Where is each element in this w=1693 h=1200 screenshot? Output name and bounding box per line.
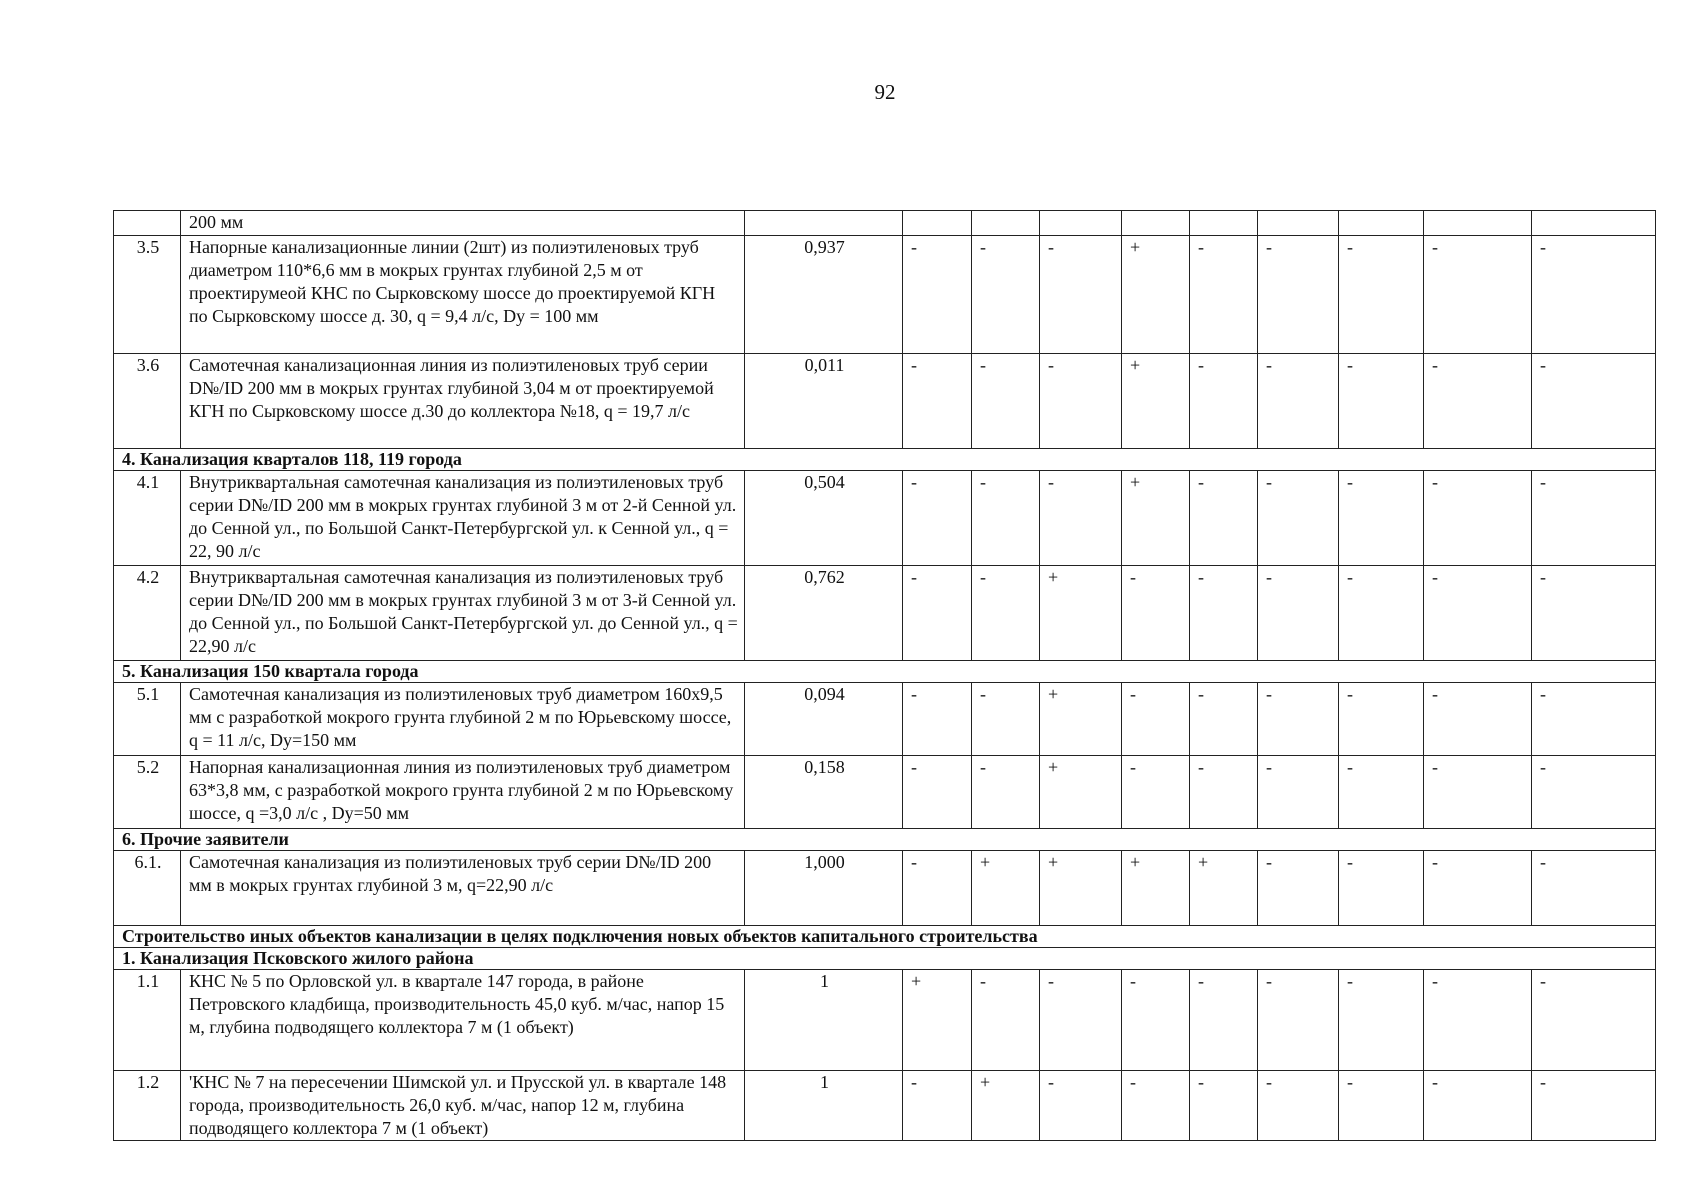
table-row xyxy=(114,970,1656,1071)
year-mark: + xyxy=(1040,756,1122,829)
year-mark: - xyxy=(972,471,1040,566)
year-mark: - xyxy=(1258,471,1339,566)
year-mark: - xyxy=(972,566,1040,661)
year-mark: + xyxy=(903,970,972,1071)
year-mark: - xyxy=(1424,236,1532,354)
row-number: 1.2 xyxy=(114,1071,181,1141)
year-mark: - xyxy=(1190,756,1258,829)
year-mark: + xyxy=(1122,236,1190,354)
row-number: 4.1 xyxy=(114,471,181,566)
year-mark: - xyxy=(1532,683,1656,756)
table-row xyxy=(114,566,1656,661)
table-row xyxy=(114,683,1656,756)
year-mark: - xyxy=(1040,354,1122,449)
year-mark: - xyxy=(1532,851,1656,926)
year-mark: + xyxy=(1190,851,1258,926)
year-mark: - xyxy=(903,471,972,566)
year-mark: - xyxy=(972,236,1040,354)
year-mark: - xyxy=(1339,1071,1424,1141)
year-mark: - xyxy=(903,756,972,829)
year-mark: + xyxy=(972,1071,1040,1141)
year-mark: - xyxy=(1122,566,1190,661)
row-description: 'КНС № 7 на пересечении Шимской ул. и Прусской ул. в квартале 148 города, производительность 26,0 куб. м/час, напор 12 м, глубина подводящего коллектора 7 м (1 объект) xyxy=(181,1071,745,1141)
section-row xyxy=(114,661,1656,683)
row-length: 0,504 xyxy=(745,471,903,566)
year-mark: - xyxy=(1339,970,1424,1071)
year-mark: - xyxy=(1339,471,1424,566)
row-description: КНС № 5 по Орловской ул. в квартале 147 города, в районе Петровского кладбища, производительность 45,0 куб. м/час, напор 15 м, глубина подводящего коллектора 7 м (1 объект) xyxy=(181,970,745,1071)
year-mark: - xyxy=(1258,1071,1339,1141)
year-mark: - xyxy=(1258,756,1339,829)
year-mark: + xyxy=(972,851,1040,926)
year-mark: - xyxy=(1424,683,1532,756)
year-mark: - xyxy=(1339,851,1424,926)
year-mark xyxy=(903,211,972,236)
year-mark: - xyxy=(972,354,1040,449)
row-description: Внутриквартальная самотечная канализация из полиэтиленовых труб серии D№/ID 200 мм в мокрых грунтах глубиной 3 м от 2-й Сенной ул. до Сенной ул., по Большой Санкт-Петербургской ул. к Сенной ул., q = 22, 90 л/с xyxy=(181,471,745,566)
row-description: Самотечная канализация из полиэтиленовых труб серии D№/ID 200 мм в мокрых грунтах глубиной 3 м, q=22,90 л/с xyxy=(181,851,745,926)
table-row xyxy=(114,471,1656,566)
year-mark: - xyxy=(903,1071,972,1141)
year-mark: - xyxy=(1258,236,1339,354)
row-length: 1 xyxy=(745,1071,903,1141)
row-length: 0,011 xyxy=(745,354,903,449)
year-mark: - xyxy=(1532,236,1656,354)
row-length: 0,158 xyxy=(745,756,903,829)
row-description: Напорная канализационная линия из полиэтиленовых труб диаметром 63*3,8 мм, с разработкой мокрого грунта глубиной 2 м по Юрьевскому шоссе, q =3,0 л/с , Dy=50 мм xyxy=(181,756,745,829)
year-mark: - xyxy=(1258,566,1339,661)
year-mark: - xyxy=(1040,471,1122,566)
year-mark: - xyxy=(1424,970,1532,1071)
year-mark: - xyxy=(1532,354,1656,449)
year-mark: - xyxy=(1424,354,1532,449)
year-mark: - xyxy=(1190,471,1258,566)
year-mark: - xyxy=(1258,970,1339,1071)
section-heading: 6. Прочие заявители xyxy=(114,829,1656,851)
row-number: 5.1 xyxy=(114,683,181,756)
section-row xyxy=(114,829,1656,851)
section-heading: Строительство иных объектов канализации в целях подключения новых объектов капитального строительства xyxy=(114,926,1656,948)
year-mark: + xyxy=(1040,566,1122,661)
year-mark: - xyxy=(903,566,972,661)
year-mark xyxy=(1190,211,1258,236)
year-mark: - xyxy=(1424,566,1532,661)
year-mark xyxy=(1424,211,1532,236)
year-mark xyxy=(1339,211,1424,236)
year-mark: + xyxy=(1040,851,1122,926)
section-row xyxy=(114,948,1656,970)
row-length: 0,762 xyxy=(745,566,903,661)
year-mark: - xyxy=(1532,1071,1656,1141)
year-mark: + xyxy=(1122,354,1190,449)
year-mark: - xyxy=(1190,566,1258,661)
year-mark: - xyxy=(1122,970,1190,1071)
row-length: 0,937 xyxy=(745,236,903,354)
year-mark: - xyxy=(1424,851,1532,926)
page-number: 92 xyxy=(874,80,896,104)
year-mark: - xyxy=(1190,970,1258,1071)
year-mark: - xyxy=(1040,236,1122,354)
year-mark: - xyxy=(972,756,1040,829)
year-mark xyxy=(1040,211,1122,236)
year-mark: + xyxy=(1040,683,1122,756)
row-number: 1.1 xyxy=(114,970,181,1071)
year-mark: - xyxy=(1190,683,1258,756)
row-number: 3.5 xyxy=(114,236,181,354)
year-mark: - xyxy=(1532,970,1656,1071)
section-heading: 4. Канализация кварталов 118, 119 города xyxy=(114,449,1656,471)
section-heading: 1. Канализация Псковского жилого района xyxy=(114,948,1656,970)
year-mark: - xyxy=(1339,566,1424,661)
row-number xyxy=(114,211,181,236)
year-mark: - xyxy=(1190,354,1258,449)
year-mark: - xyxy=(1532,756,1656,829)
year-mark: - xyxy=(972,970,1040,1071)
row-description: Напорные канализационные линии (2шт) из полиэтиленовых труб диаметром 110*6,6 мм в мокрых грунтах глубиной 2,5 м от проектирумеой КНС по Сырковскому шоссе до проектируемой КГН по Сырковскому шоссе д. 30, q = 9,4 л/с, Dy = 100 мм xyxy=(181,236,745,354)
year-mark: - xyxy=(1258,683,1339,756)
table-row xyxy=(114,211,1656,236)
year-mark: + xyxy=(1122,471,1190,566)
year-mark: - xyxy=(1190,1071,1258,1141)
year-mark: - xyxy=(1339,683,1424,756)
year-mark: - xyxy=(1122,1071,1190,1141)
year-mark: - xyxy=(972,683,1040,756)
year-mark: - xyxy=(1040,1071,1122,1141)
row-number: 6.1. xyxy=(114,851,181,926)
row-length xyxy=(745,211,903,236)
table-row xyxy=(114,851,1656,926)
year-mark: - xyxy=(1424,1071,1532,1141)
row-number: 5.2 xyxy=(114,756,181,829)
year-mark: - xyxy=(1532,566,1656,661)
year-mark: - xyxy=(1339,236,1424,354)
year-mark: - xyxy=(1424,756,1532,829)
year-mark: - xyxy=(1122,683,1190,756)
section-heading: 5. Канализация 150 квартала города xyxy=(114,661,1656,683)
year-mark: - xyxy=(1339,756,1424,829)
table-row xyxy=(114,354,1656,449)
year-mark: - xyxy=(903,851,972,926)
row-length: 0,094 xyxy=(745,683,903,756)
year-mark: - xyxy=(1424,471,1532,566)
section-row xyxy=(114,926,1656,948)
year-mark: - xyxy=(903,354,972,449)
table-row xyxy=(114,1071,1656,1141)
year-mark: - xyxy=(1258,354,1339,449)
year-mark xyxy=(972,211,1040,236)
row-description: Самотечная канализация из полиэтиленовых труб диаметром 160х9,5 мм с разработкой мокрого грунта глубиной 2 м по Юрьевскому шоссе, q = 11 л/с, Dy=150 мм xyxy=(181,683,745,756)
year-mark xyxy=(1532,211,1656,236)
table-row xyxy=(114,756,1656,829)
year-mark: - xyxy=(903,236,972,354)
row-length: 1 xyxy=(745,970,903,1071)
row-description: 200 мм xyxy=(181,211,745,236)
year-mark: - xyxy=(1190,236,1258,354)
year-mark: - xyxy=(1339,354,1424,449)
row-description: Внутриквартальная самотечная канализация из полиэтиленовых труб серии D№/ID 200 мм в мокрых грунтах глубиной 3 м от 3-й Сенной ул. до Сенной ул., по Большой Санкт-Петербургской ул. до Сенной ул., q = 22,90 л/с xyxy=(181,566,745,661)
year-mark: - xyxy=(1532,471,1656,566)
year-mark: - xyxy=(1040,970,1122,1071)
row-number: 4.2 xyxy=(114,566,181,661)
section-row xyxy=(114,449,1656,471)
sewer-works-table xyxy=(113,210,1656,1141)
year-mark: - xyxy=(1122,756,1190,829)
year-mark: + xyxy=(1122,851,1190,926)
table-row xyxy=(114,236,1656,354)
row-length: 1,000 xyxy=(745,851,903,926)
year-mark: - xyxy=(903,683,972,756)
year-mark xyxy=(1258,211,1339,236)
year-mark xyxy=(1122,211,1190,236)
row-number: 3.6 xyxy=(114,354,181,449)
year-mark: - xyxy=(1258,851,1339,926)
row-description: Самотечная канализационная линия из полиэтиленовых труб серии D№/ID 200 мм в мокрых грунтах глубиной 3,04 м от проектируемой КГН по Сырковскому шоссе д.30 до коллектора №18, q = 19,7 л/с xyxy=(181,354,745,449)
